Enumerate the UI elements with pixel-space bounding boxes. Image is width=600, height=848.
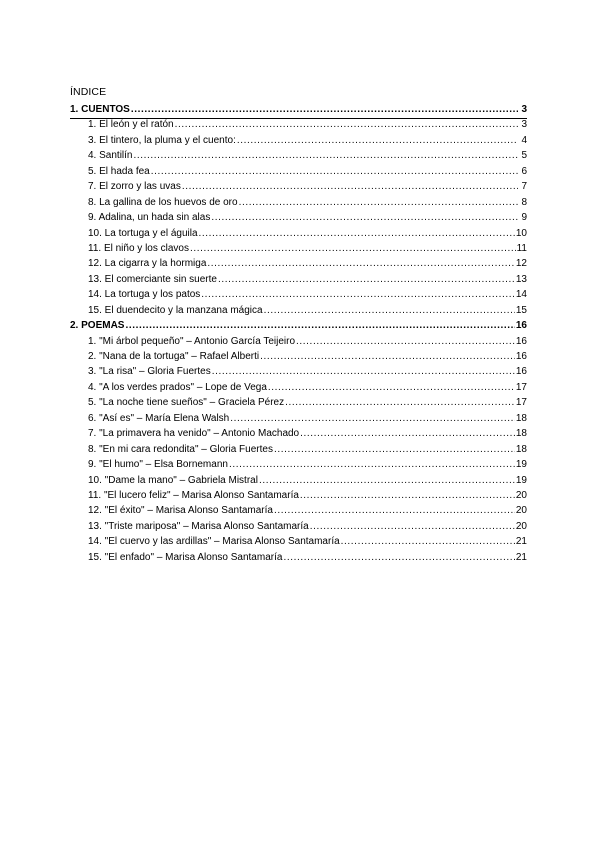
toc-entry-label: 7. El zorro y las uvas [88, 181, 181, 193]
toc-page-number: 4 [521, 134, 527, 146]
toc-entry[interactable] [70, 505, 527, 520]
toc-leader-dots [131, 104, 518, 115]
toc-page-number: 19 [515, 459, 527, 471]
toc-page-number: 20 [515, 489, 527, 501]
toc-entry-label: 5. "La noche tiene sueños" – Graciela Pérez [88, 397, 285, 409]
toc-section-entry[interactable] [70, 320, 527, 335]
toc-page-number: 8 [521, 196, 527, 208]
toc-entry-label: 1. CUENTOS [70, 104, 130, 115]
toc-leader-dots [285, 397, 515, 408]
toc-title: ÍNDICE [70, 86, 107, 98]
toc-leader-dots [199, 228, 515, 239]
toc-section-entry[interactable] [70, 104, 527, 119]
toc-page-number: 6 [521, 165, 527, 177]
toc-entry-label: 9. "El humo" – Elsa Bornemann [88, 459, 228, 471]
toc-page-number: 16 [515, 335, 527, 347]
toc-entry[interactable] [70, 166, 527, 181]
toc-leader-dots [212, 366, 515, 377]
toc-entry[interactable] [70, 536, 527, 551]
toc-entry[interactable] [70, 366, 527, 381]
toc-leader-dots [296, 336, 515, 347]
toc-entry-label: 2. "Nana de la tortuga" – Rafael Alberti [88, 351, 260, 362]
toc-page-number: 13 [515, 273, 527, 285]
toc-page-number: 20 [515, 505, 527, 517]
toc-entry[interactable] [70, 258, 527, 273]
toc-entry[interactable] [70, 212, 527, 227]
toc-entry-label: 10. "Dame la mano" – Gabriela Mistral [88, 474, 258, 486]
toc-entry[interactable] [70, 459, 527, 474]
toc-page-number: 11 [516, 242, 527, 254]
table-of-contents [70, 104, 527, 567]
toc-leader-dots [274, 444, 515, 455]
toc-entry-label: 8. La gallina de los huevos de oro [88, 196, 238, 208]
toc-entry-label: 5. El hada fea [88, 165, 150, 177]
toc-leader-dots [230, 413, 515, 424]
toc-entry-label: 7. "La primavera ha venido" – Antonio Machado [88, 428, 300, 440]
toc-page-number: 17 [515, 381, 527, 393]
toc-leader-dots [260, 351, 515, 362]
toc-leader-dots [207, 258, 514, 269]
toc-leader-dots [300, 490, 515, 501]
toc-entry[interactable] [70, 490, 527, 505]
toc-page-number: 18 [515, 443, 527, 455]
toc-entry[interactable] [70, 150, 527, 165]
toc-leader-dots [264, 305, 515, 316]
toc-leader-dots [300, 428, 515, 439]
toc-entry-label: 4. Santilín [88, 150, 133, 162]
toc-entry[interactable] [70, 305, 527, 320]
toc-entry[interactable] [70, 444, 527, 459]
toc-leader-dots [229, 459, 515, 470]
toc-leader-dots [274, 505, 515, 516]
toc-entry[interactable] [70, 351, 527, 366]
toc-page-number: 12 [515, 258, 527, 270]
toc-leader-dots [182, 181, 518, 192]
toc-entry[interactable] [70, 119, 527, 134]
toc-entry-label: 11. El niño y los clavos [88, 242, 189, 254]
toc-entry-label: 3. "La risa" – Gloria Fuertes [88, 366, 211, 378]
toc-page-number: 16 [515, 320, 527, 332]
toc-entry-label: 13. "Triste mariposa" – Marisa Alonso Santamaría [88, 520, 309, 532]
toc-entry-label: 13. El comerciante sin suerte [88, 273, 217, 285]
toc-entry[interactable] [70, 228, 527, 243]
toc-page-number: 21 [515, 536, 527, 548]
toc-entry[interactable] [70, 274, 527, 289]
toc-entry[interactable] [70, 336, 527, 351]
toc-leader-dots [133, 150, 518, 161]
toc-entry[interactable] [70, 521, 527, 536]
toc-entry-label: 8. "En mi cara redondita" – Gloria Fuertes [88, 443, 273, 455]
toc-page-number: 9 [521, 212, 527, 224]
toc-leader-dots [259, 475, 515, 486]
toc-page-number: 19 [515, 474, 527, 486]
toc-entry-label: 1. El león y el ratón [88, 119, 174, 131]
toc-entry-label: 3. El tintero, la pluma y el cuento: [88, 134, 236, 146]
toc-leader-dots [211, 212, 518, 223]
toc-page-number: 10 [515, 227, 527, 239]
toc-entry[interactable] [70, 197, 527, 212]
toc-entry-label: 4. "A los verdes prados" – Lope de Vega [88, 381, 267, 393]
toc-page-number: 21 [515, 551, 527, 563]
toc-entry[interactable] [70, 289, 527, 304]
toc-leader-dots [190, 243, 516, 254]
toc-leader-dots [341, 536, 515, 547]
toc-entry[interactable] [70, 397, 527, 412]
toc-entry[interactable] [70, 428, 527, 443]
toc-leader-dots [237, 135, 518, 146]
toc-page-number: 17 [515, 397, 527, 409]
toc-entry-label: 11. "El lucero feliz" – Marisa Alonso Santamaría [88, 489, 299, 501]
toc-entry[interactable] [70, 475, 527, 490]
toc-page-number: 18 [515, 428, 527, 440]
toc-page-number: 20 [515, 520, 527, 532]
toc-page-number: 7 [521, 181, 527, 193]
toc-entry[interactable] [70, 413, 527, 428]
toc-page-number: 15 [515, 304, 527, 316]
toc-page-number: 16 [515, 351, 527, 362]
toc-leader-dots [283, 552, 514, 563]
toc-entry-label: 1. "Mi árbol pequeño" – Antonio García Teijeiro [88, 335, 296, 347]
toc-page-number: 3 [521, 104, 527, 115]
toc-page-number: 16 [515, 366, 527, 378]
toc-entry-label: 6. "Así es" – María Elena Walsh [88, 412, 230, 424]
toc-page-number: 18 [515, 412, 527, 424]
toc-entry-label: 15. El duendecito y la manzana mágica [88, 304, 263, 316]
toc-entry-label: 12. "El éxito" – Marisa Alonso Santamaría [88, 505, 273, 517]
toc-leader-dots [201, 289, 515, 300]
toc-leader-dots [175, 119, 518, 130]
toc-page-number: 14 [515, 289, 527, 301]
toc-entry-label: 12. La cigarra y la hormiga [88, 258, 207, 270]
toc-entry-label: 15. "El enfado" – Marisa Alonso Santamaría [88, 551, 283, 563]
toc-leader-dots [310, 521, 515, 532]
toc-page-number: 5 [521, 150, 527, 162]
toc-entry[interactable] [70, 181, 527, 196]
toc-entry[interactable] [70, 243, 527, 258]
toc-leader-dots [239, 197, 518, 208]
toc-entry-label: 14. La tortuga y los patos [88, 289, 201, 301]
toc-entry[interactable] [70, 552, 527, 567]
toc-entry[interactable] [70, 135, 527, 150]
toc-leader-dots [151, 166, 518, 177]
toc-leader-dots [218, 274, 515, 285]
toc-entry-label: 2. POEMAS [70, 320, 125, 332]
toc-entry-label: 10. La tortuga y el águila [88, 227, 198, 239]
toc-entry-label: 14. "El cuervo y las ardillas" – Marisa Alonso Santamaría [88, 536, 340, 548]
toc-entry[interactable] [70, 382, 527, 397]
toc-leader-dots [268, 382, 515, 393]
toc-leader-dots [125, 320, 514, 331]
toc-entry-label: 9. Adalina, un hada sin alas [88, 212, 211, 224]
toc-page-number: 3 [521, 119, 527, 131]
